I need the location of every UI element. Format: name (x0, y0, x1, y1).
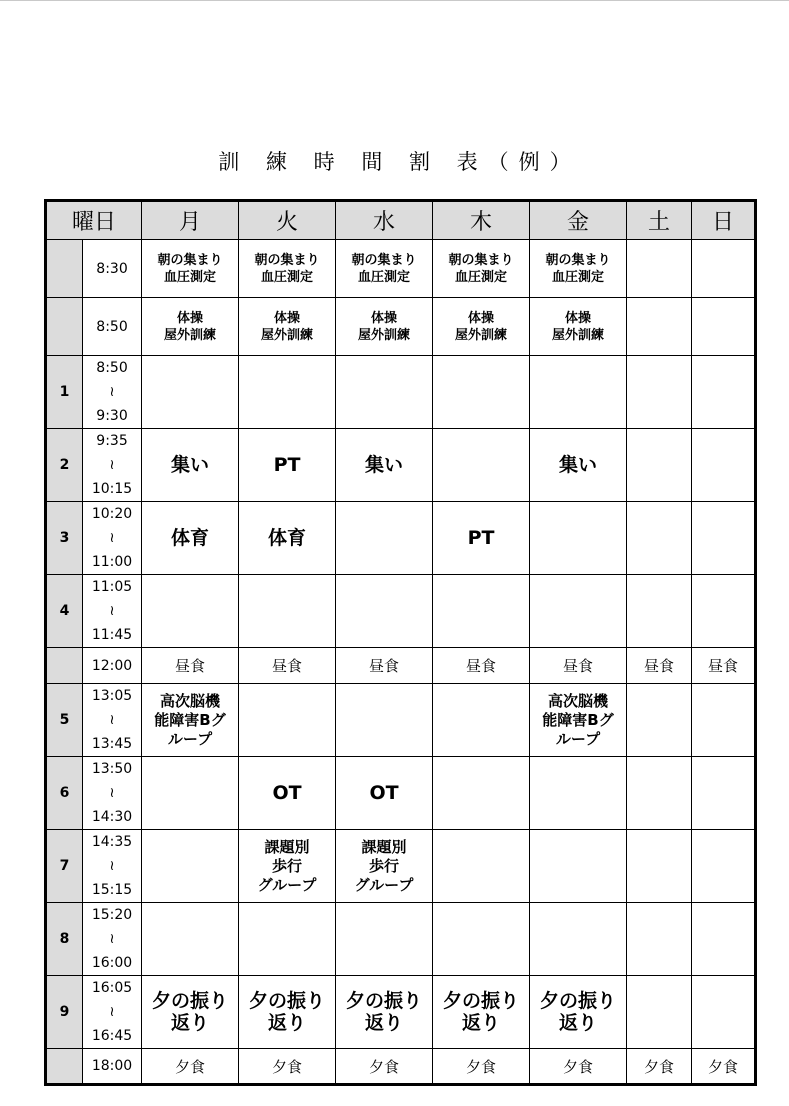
time-line: 14:30 (91, 809, 133, 825)
schedule-cell-mon (142, 757, 239, 830)
schedule-cell-wed (336, 502, 433, 575)
time-line: ≀ (109, 530, 115, 546)
schedule-cell-fri: 高次脳機 能障害Bグ ループ (530, 684, 627, 757)
schedule-cell-tue (239, 684, 336, 757)
time-line: 10:15 (91, 481, 133, 497)
time-line: 12:00 (91, 657, 133, 674)
schedule-cell-sun (692, 903, 756, 976)
period-cell: 1 (46, 356, 83, 429)
schedule-cell-sat (627, 684, 692, 757)
header-day-wed: 水 (336, 201, 433, 240)
schedule-cell-fri (530, 903, 627, 976)
time-line: 16:45 (91, 1028, 133, 1044)
schedule-cell-sun (692, 356, 756, 429)
timetable (44, 199, 757, 1086)
time-line: 10:20 (91, 506, 133, 522)
table-row (46, 684, 756, 757)
schedule-cell-sun (692, 575, 756, 648)
time-cell (83, 429, 142, 502)
time-line: 8:30 (96, 260, 128, 277)
time-line: ≀ (109, 1004, 115, 1020)
top-rule (0, 0, 789, 1)
schedule-cell-thu: 朝の集まり 血圧測定 (433, 240, 530, 298)
time-line: 13:45 (91, 736, 133, 752)
page-title: 訓 練 時 間 割 表（例） (218, 150, 581, 174)
schedule-cell-tue: 朝の集まり 血圧測定 (239, 240, 336, 298)
time-line: ≀ (109, 457, 115, 473)
period-cell: 9 (46, 976, 83, 1049)
table-row (46, 757, 756, 830)
time-line: 13:50 (91, 761, 133, 777)
time-line: 8:50 (96, 360, 128, 376)
schedule-cell-sat (627, 298, 692, 356)
time-line: 18:00 (91, 1058, 133, 1074)
schedule-cell-mon: 夕の振り 返り (142, 976, 239, 1049)
period-cell (46, 240, 83, 298)
period-cell (46, 1049, 83, 1085)
schedule-cell-mon: 体育 (142, 502, 239, 575)
time-line: 15:15 (91, 882, 133, 898)
time-line: 14:35 (91, 834, 133, 850)
schedule-cell-fri (530, 502, 627, 575)
schedule-cell-wed (336, 356, 433, 429)
period-cell: 7 (46, 830, 83, 903)
schedule-cell-mon: 夕食 (142, 1049, 239, 1085)
time-cell (83, 976, 142, 1049)
time-line: ≀ (109, 785, 115, 801)
schedule-cell-thu: 夕の振り 返り (433, 976, 530, 1049)
header-day-fri: 金 (530, 201, 627, 240)
time-cell (83, 356, 142, 429)
schedule-cell-wed (336, 684, 433, 757)
time-cell (83, 648, 142, 684)
schedule-cell-fri (530, 356, 627, 429)
schedule-cell-tue: 体操 屋外訓練 (239, 298, 336, 356)
schedule-cell-mon (142, 830, 239, 903)
time-line: ≀ (109, 931, 115, 947)
schedule-cell-fri (530, 575, 627, 648)
schedule-cell-wed: 体操 屋外訓練 (336, 298, 433, 356)
schedule-cell-fri: 朝の集まり 血圧測定 (530, 240, 627, 298)
header-day-sun: 日 (692, 201, 756, 240)
schedule-cell-wed: 夕の振り 返り (336, 976, 433, 1049)
period-cell: 8 (46, 903, 83, 976)
schedule-cell-sat (627, 356, 692, 429)
schedule-cell-sat (627, 502, 692, 575)
schedule-cell-sat (627, 240, 692, 298)
period-cell: 2 (46, 429, 83, 502)
schedule-cell-fri: 体操 屋外訓練 (530, 298, 627, 356)
time-line: 8:50 (96, 318, 128, 335)
schedule-cell-tue: 夕の振り 返り (239, 976, 336, 1049)
header-day-tue: 火 (239, 201, 336, 240)
schedule-cell-tue: 体育 (239, 502, 336, 575)
schedule-cell-mon (142, 903, 239, 976)
schedule-cell-mon (142, 356, 239, 429)
schedule-cell-sat (627, 757, 692, 830)
time-line: ≀ (109, 603, 115, 619)
time-cell (83, 298, 142, 356)
schedule-cell-thu: 夕食 (433, 1049, 530, 1085)
time-cell (83, 903, 142, 976)
schedule-cell-sat (627, 903, 692, 976)
schedule-cell-thu (433, 575, 530, 648)
period-cell: 5 (46, 684, 83, 757)
time-cell (83, 575, 142, 648)
time-cell (83, 240, 142, 298)
time-line: 16:05 (91, 980, 133, 996)
schedule-cell-thu (433, 830, 530, 903)
schedule-cell-sun (692, 684, 756, 757)
schedule-cell-wed: 集い (336, 429, 433, 502)
timetable-body (46, 240, 756, 1085)
schedule-cell-thu: PT (433, 502, 530, 575)
schedule-cell-fri: 集い (530, 429, 627, 502)
schedule-cell-tue (239, 575, 336, 648)
header-day-thu: 木 (433, 201, 530, 240)
header-day-sat: 土 (627, 201, 692, 240)
time-cell (83, 830, 142, 903)
period-cell (46, 648, 83, 684)
schedule-cell-wed (336, 575, 433, 648)
schedule-cell-mon: 体操 屋外訓練 (142, 298, 239, 356)
schedule-cell-sun (692, 240, 756, 298)
time-line: ≀ (109, 712, 115, 728)
time-line: 9:35 (96, 433, 128, 449)
table-row (46, 575, 756, 648)
period-cell (46, 298, 83, 356)
table-row (46, 830, 756, 903)
table-row (46, 356, 756, 429)
schedule-cell-tue (239, 356, 336, 429)
schedule-cell-wed (336, 903, 433, 976)
schedule-cell-thu: 体操 屋外訓練 (433, 298, 530, 356)
period-cell: 6 (46, 757, 83, 830)
table-row (46, 298, 756, 356)
schedule-cell-tue: PT (239, 429, 336, 502)
schedule-cell-sat (627, 830, 692, 903)
schedule-cell-sun (692, 502, 756, 575)
schedule-cell-sun (692, 757, 756, 830)
schedule-cell-sun (692, 429, 756, 502)
schedule-cell-sat (627, 976, 692, 1049)
time-line: 11:45 (91, 627, 133, 643)
time-cell (83, 1049, 142, 1085)
schedule-cell-thu (433, 903, 530, 976)
schedule-cell-mon: 集い (142, 429, 239, 502)
schedule-cell-fri: 夕食 (530, 1049, 627, 1085)
schedule-cell-mon: 高次脳機 能障害Bグ ループ (142, 684, 239, 757)
table-row (46, 903, 756, 976)
schedule-cell-fri (530, 830, 627, 903)
period-cell: 4 (46, 575, 83, 648)
schedule-cell-wed: 夕食 (336, 1049, 433, 1085)
time-line: 11:05 (91, 579, 133, 595)
schedule-cell-wed: OT (336, 757, 433, 830)
schedule-cell-thu (433, 356, 530, 429)
schedule-cell-sat: 夕食 (627, 1049, 692, 1085)
schedule-cell-sun (692, 976, 756, 1049)
schedule-cell-fri: 夕の振り 返り (530, 976, 627, 1049)
schedule-cell-fri (530, 757, 627, 830)
schedule-cell-mon: 昼食 (142, 648, 239, 684)
schedule-cell-mon (142, 575, 239, 648)
schedule-cell-sun: 夕食 (692, 1049, 756, 1085)
header-day-label: 曜日 (46, 201, 142, 240)
schedule-cell-sat: 昼食 (627, 648, 692, 684)
time-line: 13:05 (91, 688, 133, 704)
time-line: ≀ (109, 384, 115, 400)
schedule-cell-wed: 朝の集まり 血圧測定 (336, 240, 433, 298)
header-day-mon: 月 (142, 201, 239, 240)
time-cell (83, 502, 142, 575)
schedule-cell-tue: 課題別 歩行 グループ (239, 830, 336, 903)
time-line: 11:00 (91, 554, 133, 570)
time-line: 16:00 (91, 955, 133, 971)
schedule-cell-thu (433, 684, 530, 757)
time-line: 15:20 (91, 907, 133, 923)
schedule-cell-sun (692, 830, 756, 903)
table-row (46, 429, 756, 502)
table-row (46, 1049, 756, 1085)
table-row (46, 240, 756, 298)
header-row (46, 201, 756, 240)
schedule-cell-fri: 昼食 (530, 648, 627, 684)
time-cell (83, 684, 142, 757)
schedule-cell-wed: 課題別 歩行 グループ (336, 830, 433, 903)
schedule-cell-sat (627, 575, 692, 648)
schedule-cell-sun: 昼食 (692, 648, 756, 684)
table-row (46, 502, 756, 575)
schedule-cell-mon: 朝の集まり 血圧測定 (142, 240, 239, 298)
schedule-cell-tue (239, 903, 336, 976)
schedule-cell-tue: 夕食 (239, 1049, 336, 1085)
schedule-cell-thu: 昼食 (433, 648, 530, 684)
schedule-cell-thu (433, 429, 530, 502)
table-row (46, 976, 756, 1049)
schedule-cell-sat (627, 429, 692, 502)
time-line: ≀ (109, 858, 115, 874)
time-cell (83, 757, 142, 830)
schedule-cell-tue: OT (239, 757, 336, 830)
schedule-cell-sun (692, 298, 756, 356)
time-line: 9:30 (96, 408, 128, 424)
schedule-cell-thu (433, 757, 530, 830)
period-cell: 3 (46, 502, 83, 575)
table-row (46, 648, 756, 684)
schedule-cell-tue: 昼食 (239, 648, 336, 684)
schedule-cell-wed: 昼食 (336, 648, 433, 684)
